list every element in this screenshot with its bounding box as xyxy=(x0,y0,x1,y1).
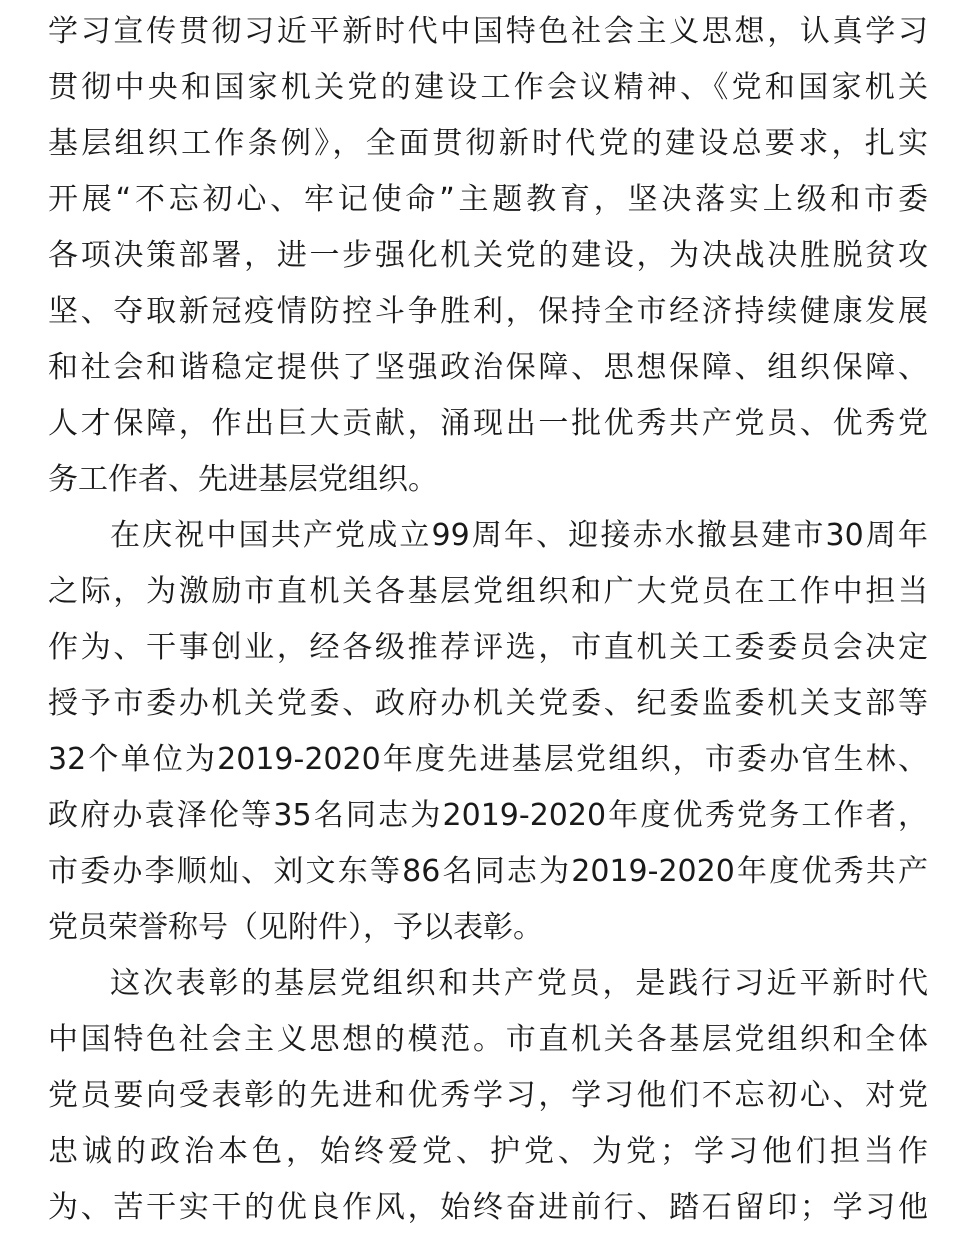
text-line: 32个单位为2019-2020年度先进基层党组织，市委办官生林、 xyxy=(48,742,928,777)
text-line: 和社会和谐稳定提供了坚强政治保障、思想保障、组织保障、 xyxy=(48,350,928,385)
paragraph-2 xyxy=(48,508,928,956)
paragraph-3 xyxy=(48,956,928,1236)
document-body xyxy=(48,0,928,1236)
text-line: 之际，为激励市直机关各基层党组织和广大党员在工作中担当 xyxy=(48,574,928,609)
text-line: 党员要向受表彰的先进和优秀学习，学习他们不忘初心、对党 xyxy=(48,1078,928,1113)
text-line: 作为、干事创业，经各级推荐评选，市直机关工委委员会决定 xyxy=(48,630,928,665)
text-line: 党员荣誉称号（见附件），予以表彰。 xyxy=(48,910,543,945)
text-line: 贯彻中央和国家机关党的建设工作会议精神、《党和国家机关 xyxy=(48,70,928,105)
text-line: 开展“不忘初心、牢记使命”主题教育，坚决落实上级和市委 xyxy=(48,182,928,217)
text-line: 基层组织工作条例》，全面贯彻新时代党的建设总要求，扎实 xyxy=(48,126,928,161)
text-line: 市委办李顺灿、刘文东等86名同志为2019-2020年度优秀共产 xyxy=(48,854,928,889)
text-line: 忠诚的政治本色，始终爱党、护党、为党；学习他们担当作 xyxy=(48,1134,928,1169)
text-line: 务工作者、先进基层党组织。 xyxy=(48,462,438,497)
text-line: 中国特色社会主义思想的模范。市直机关各基层党组织和全体 xyxy=(48,1022,928,1057)
text-line: 授予市委办机关党委、政府办机关党委、纪委监委机关支部等 xyxy=(48,686,928,721)
text-line: 在庆祝中国共产党成立99周年、迎接赤水撤县建市30周年 xyxy=(110,518,928,553)
text-line: 这次表彰的基层党组织和共产党员，是践行习近平新时代 xyxy=(110,966,928,1001)
text-line: 人才保障，作出巨大贡献，涌现出一批优秀共产党员、优秀党 xyxy=(48,406,928,441)
text-line: 为、苦干实干的优良作风，始终奋进前行、踏石留印；学习他 xyxy=(48,1190,928,1225)
paragraph-1 xyxy=(48,4,928,508)
text-line: 政府办袁泽伦等35名同志为2019-2020年度优秀党务工作者， xyxy=(48,798,928,833)
text-line: 各项决策部署，进一步强化机关党的建设，为决战决胜脱贫攻 xyxy=(48,238,928,273)
text-line: 坚、夺取新冠疫情防控斗争胜利，保持全市经济持续健康发展 xyxy=(48,294,928,329)
text-line: 学习宣传贯彻习近平新时代中国特色社会主义思想，认真学习 xyxy=(48,14,928,49)
